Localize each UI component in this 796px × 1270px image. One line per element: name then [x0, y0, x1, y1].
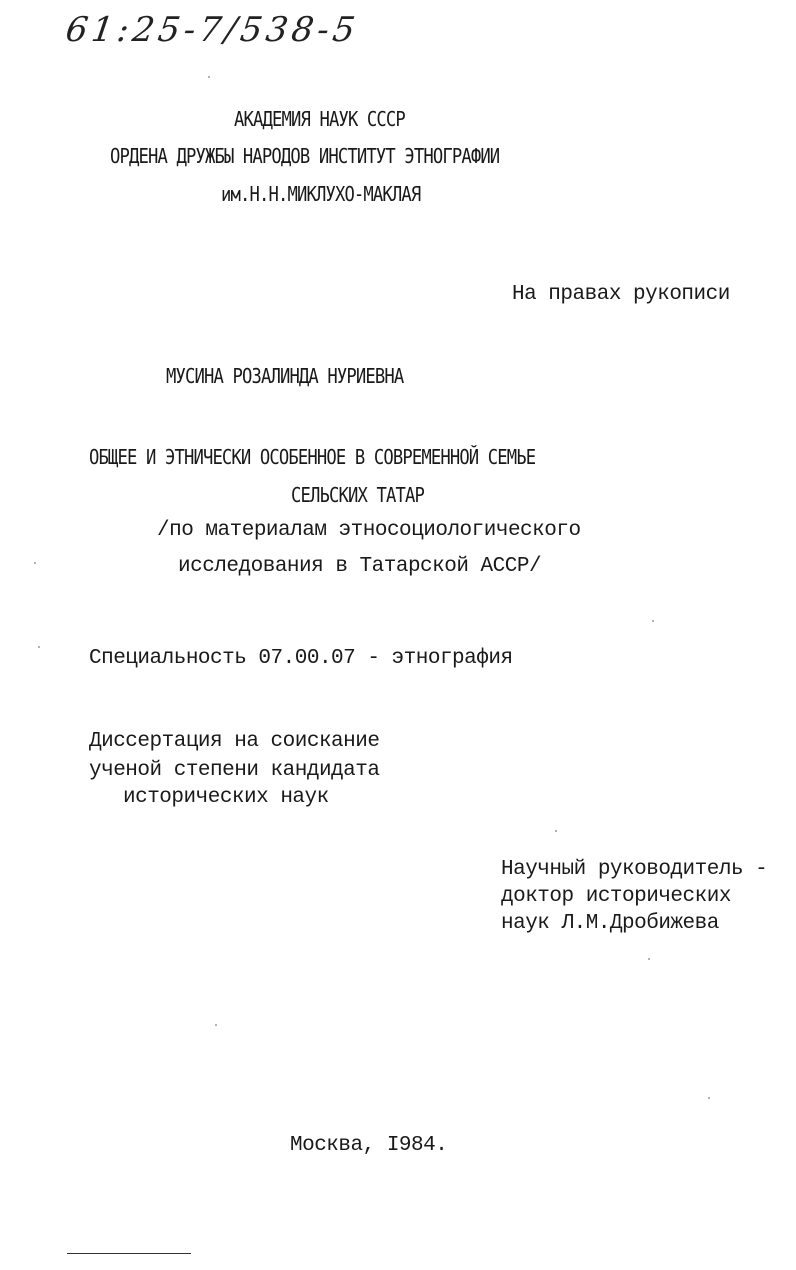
scan-speck [34, 562, 36, 564]
scan-speck [648, 958, 650, 960]
handwritten-shelfmark: 61:25-7/538-5 [63, 10, 362, 50]
supervisor-line-2: доктор исторических [501, 885, 731, 908]
scan-speck [38, 646, 40, 648]
supervisor-line-1: Научный руководитель - [501, 858, 768, 881]
dissertation-line-1: Диссертация на соискание [89, 730, 380, 753]
author-name: МУСИНА РОЗАЛИНДА НУРИЕВНА [166, 364, 404, 388]
scan-speck [708, 1097, 710, 1099]
scan-speck [652, 620, 654, 622]
specialty-line: Специальность 07.00.07 - этнография [89, 647, 513, 670]
subtitle-line-1: /по материалам этносоциологического [157, 519, 581, 542]
academy-name: АКАДЕМИЯ НАУК СССР [234, 107, 405, 131]
manuscript-rights-note: На правах рукописи [512, 283, 730, 306]
subtitle-line-2: исследования в Татарской АССР/ [178, 555, 542, 578]
institute-namesake: им.Н.Н.МИКЛУХО-МАКЛАЯ [221, 182, 421, 206]
scan-speck [555, 830, 557, 832]
dissertation-line-3: исторических наук [123, 786, 329, 809]
dissertation-line-2: ученой степени кандидата [89, 759, 380, 782]
supervisor-line-3: наук Л.М.Дробижева [501, 912, 719, 935]
scan-speck [215, 1024, 217, 1026]
title-line-2: СЕЛЬСКИХ ТАТАР [291, 483, 424, 507]
bottom-rule [67, 1253, 191, 1254]
title-line-1: ОБЩЕЕ И ЭТНИЧЕСКИ ОСОБЕННОЕ В СОВРЕМЕННОЙ СЕМЬЕ [89, 445, 536, 469]
institute-name: ОРДЕНА ДРУЖБЫ НАРОДОВ ИНСТИТУТ ЭТНОГРАФИИ [110, 144, 500, 168]
scan-speck [208, 76, 210, 78]
place-and-year: Москва, I984. [290, 1134, 448, 1157]
